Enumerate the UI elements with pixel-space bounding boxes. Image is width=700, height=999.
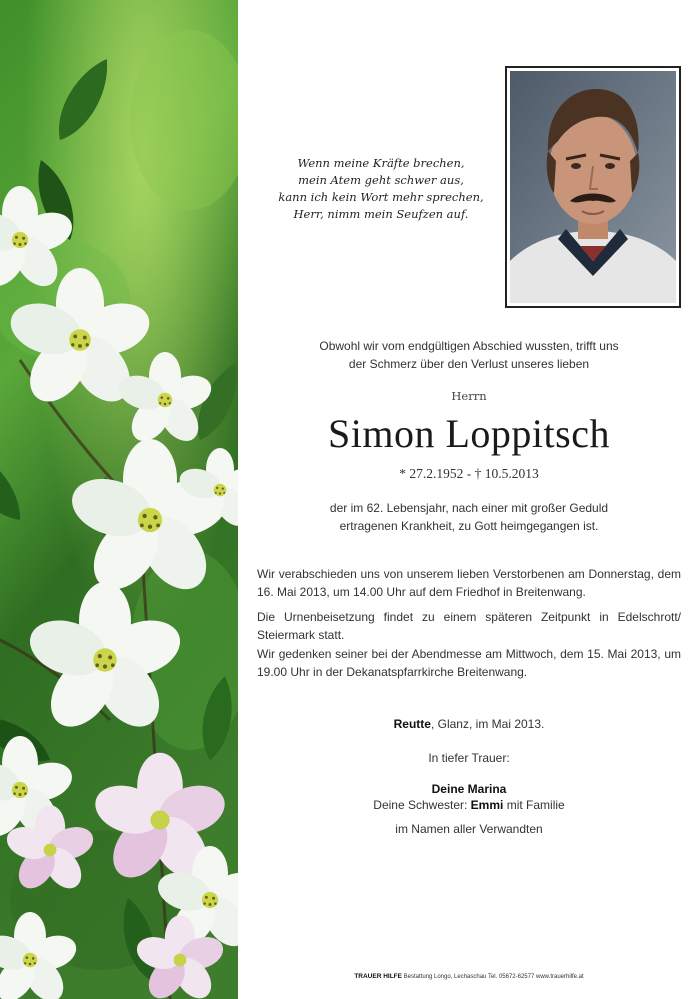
- sister-suffix: mit Familie: [503, 798, 565, 812]
- footer-brand: TRAUER HILFE: [354, 973, 402, 980]
- verse-line: mein Atem geht schwer aus,: [298, 173, 464, 187]
- mass-paragraph: Wir gedenken seiner bei der Abendmesse am Mittwoch, dem 15. Mai 2013, um 19.00 Uhr in der Dekanatspfarrkirche Breitenwang.: [257, 647, 681, 679]
- mourning-label: In tiefer Trauer:: [428, 751, 510, 765]
- signature-relatives: im Namen aller Verwandten: [395, 822, 543, 836]
- footer-text: Bestattung Longo, Lechaschau Tel. 05672-62577 www.trauerhilfe.at: [401, 974, 584, 980]
- verse-line: kann ich kein Wort mehr sprechen,: [278, 190, 484, 204]
- verse-line: Wenn meine Kräfte brechen,: [297, 156, 465, 170]
- intro-line: der Schmerz über den Verlust unseres lieben: [348, 357, 590, 371]
- intro-line: Obwohl wir vom endgültigen Abschied wussten, trifft uns: [319, 339, 619, 353]
- deceased-name: Simon Loppitsch: [328, 411, 610, 456]
- floral-side-image: [0, 0, 238, 999]
- footer: [238, 973, 700, 980]
- life-dates: * 27.2.1952 - † 10.5.2013: [399, 466, 539, 481]
- place-town: Reutte: [393, 717, 431, 731]
- farewell-paragraph: Wir verabschieden uns von unserem lieben Verstorbenen am Donnerstag, dem 16. Mai 2013, um 14.00 Uhr auf dem Friedhof in Breitenwang.: [257, 567, 681, 599]
- place-rest: , Glanz, im Mai 2013.: [430, 717, 545, 731]
- portrait-photo: [505, 66, 681, 308]
- signature-primary: [238, 782, 700, 796]
- urn-paragraph: Die Urnenbeisetzung findet zu einem späteren Zeitpunkt in Edelschrott/ Steiermark statt.: [257, 610, 681, 642]
- verse-line: Herr, nimm mein Seufzen auf.: [293, 207, 469, 221]
- sister-prefix: Deine Schwester:: [373, 798, 471, 812]
- age-line: ertragenen Krankheit, zu Gott heimgegangen ist.: [339, 519, 599, 533]
- verse: [258, 155, 504, 223]
- signature-primary-name: Deine Marina: [431, 782, 507, 796]
- sister-name: Emmi: [470, 798, 504, 812]
- signature-sister: [238, 798, 700, 812]
- salutation: Herrn: [451, 389, 487, 403]
- age-text: [238, 499, 700, 535]
- place-date: [238, 717, 700, 731]
- age-line: der im 62. Lebensjahr, nach einer mit großer Geduld: [329, 501, 609, 515]
- intro-text: [238, 337, 700, 373]
